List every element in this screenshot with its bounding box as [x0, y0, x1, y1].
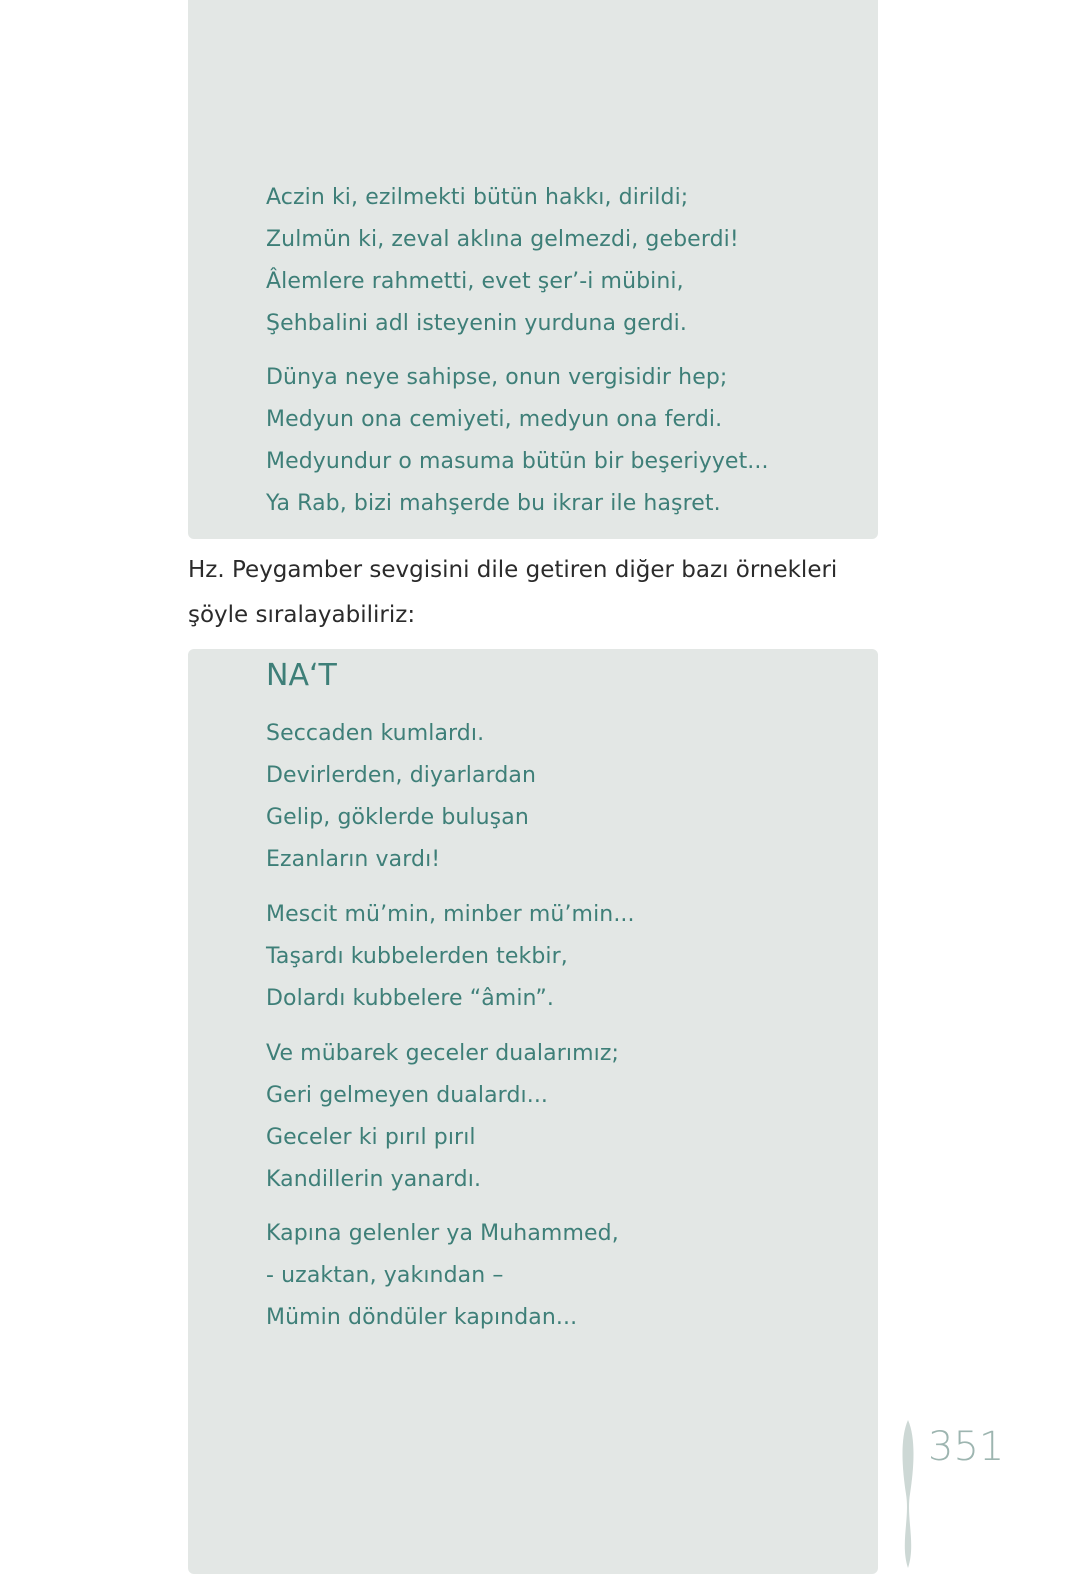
poem-line: Aczin ki, ezilmekti bütün hakkı, dirildi;	[266, 185, 689, 210]
poem-line: Ve mübarek geceler dualarımız;	[266, 1041, 619, 1066]
poem-box-top	[188, 0, 878, 539]
poem-line: Kapına gelenler ya Muhammed,	[266, 1221, 619, 1246]
poem-line: Ya Rab, bizi mahşerde bu ikrar ile haşret.	[266, 491, 721, 516]
poem-line: Seccaden kumlardı.	[266, 721, 485, 746]
poem-line: Kandillerin yanardı.	[266, 1167, 482, 1192]
poem-line: Geri gelmeyen dualardı...	[266, 1083, 549, 1108]
poem-line: Taşardı kubbelerden tekbir,	[266, 944, 568, 969]
poem-line: Şehbalini adl isteyenin yurduna gerdi.	[266, 311, 687, 336]
stanza-4	[266, 1213, 619, 1339]
poem-line: Medyundur o masuma bütün bir beşeriyyet...	[266, 449, 769, 474]
poem-line: Gelip, göklerde buluşan	[266, 805, 529, 830]
poem-line: Zulmün ki, zeval aklına gelmezdi, geberdi!	[266, 227, 739, 252]
stanza-1	[266, 177, 739, 345]
poem-line: Mescit mü’min, minber mü’min...	[266, 902, 635, 927]
poem-box-bottom	[188, 649, 878, 1574]
prose-line: şöyle sıralayabiliriz:	[188, 602, 416, 628]
poem-line: Dolardı kubbelere “âmin”.	[266, 986, 554, 1011]
poem-line: Medyun ona cemiyeti, medyun ona ferdi.	[266, 407, 723, 432]
prose-line: Hz. Peygamber sevgisini dile getiren diğer bazı örnekleri	[188, 557, 838, 583]
poem-line: Âlemlere rahmetti, evet şer’-i mübini,	[266, 269, 684, 294]
poem-line: Ezanların vardı!	[266, 847, 441, 872]
prose-paragraph	[188, 548, 838, 638]
poem-title: NA‘T	[266, 658, 337, 693]
stanza-1	[266, 713, 536, 881]
poem-line: Geceler ki pırıl pırıl	[266, 1125, 476, 1150]
poem-line: Devirlerden, diyarlardan	[266, 763, 537, 788]
poem-line: Mümin döndüler kapından...	[266, 1305, 578, 1330]
poem-line: - uzaktan, yakından –	[266, 1263, 504, 1288]
page-number: 351	[928, 1424, 1005, 1470]
stanza-2	[266, 357, 769, 525]
stanza-2	[266, 894, 635, 1020]
leaf-ornament-icon	[896, 1418, 920, 1570]
stanza-3	[266, 1033, 619, 1201]
poem-line: Dünya neye sahipse, onun vergisidir hep;	[266, 365, 728, 390]
